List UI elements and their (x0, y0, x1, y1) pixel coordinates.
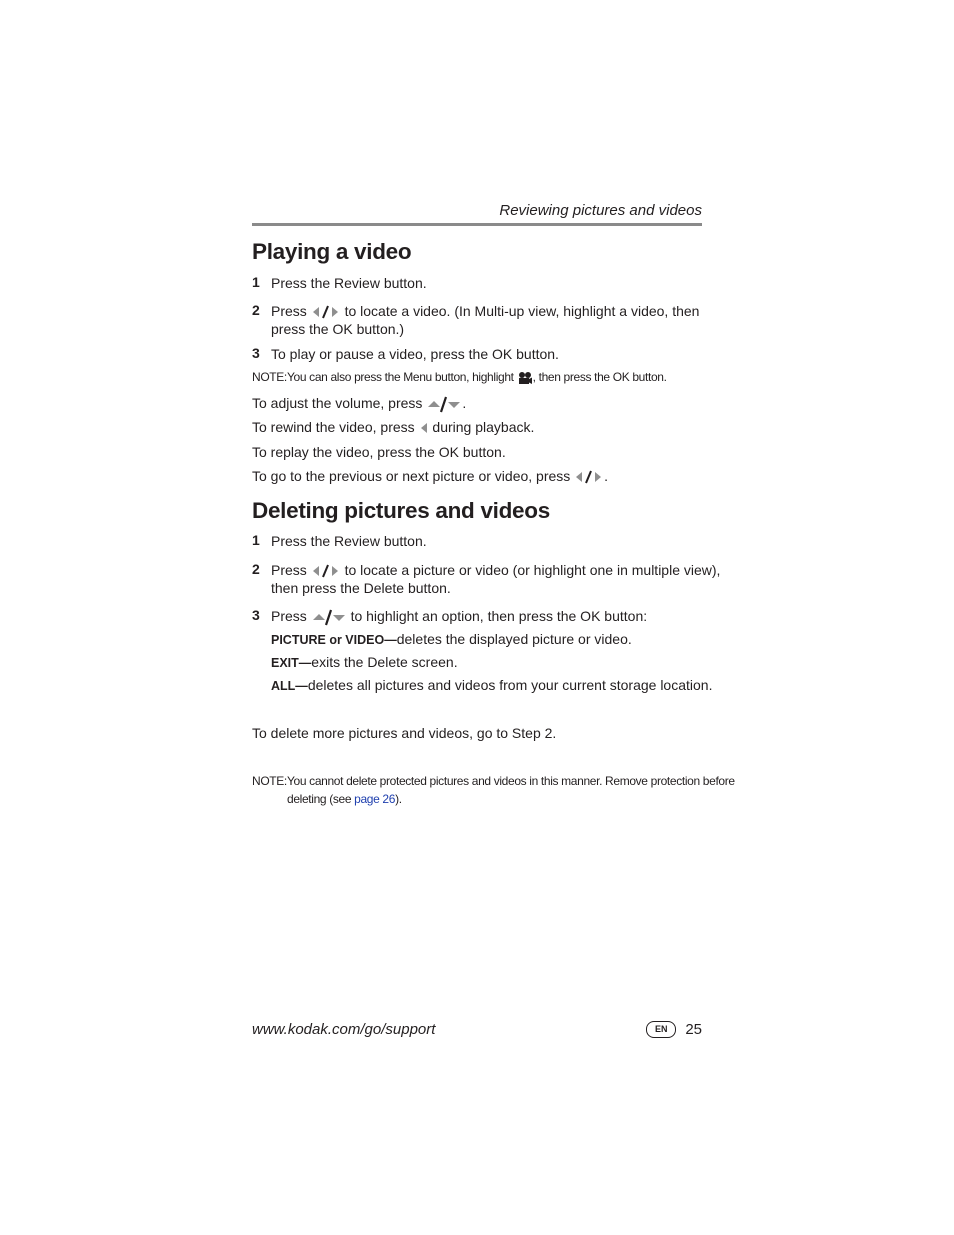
note-text-continued: deleting (see page 26). (287, 792, 402, 806)
option-term: EXIT— (271, 656, 312, 670)
step-number: 2 (252, 561, 260, 577)
note-label: NOTE: (252, 774, 287, 788)
section-title-deleting: Deleting pictures and videos (252, 498, 550, 523)
up-down-arrows-icon (311, 608, 347, 626)
step-text: Press to locate a picture or video (or highlight one in multiple view), (271, 562, 721, 578)
left-right-arrows-icon (311, 305, 341, 319)
delete-option-picture-video (271, 630, 632, 649)
volume-instruction: To adjust the volume, press . (252, 394, 466, 413)
section-title-playing-video: Playing a video (252, 239, 412, 264)
note-text: You can also press the Menu button, highlight , then press the OK button. (287, 370, 667, 384)
support-url[interactable]: www.kodak.com/go/support (252, 1021, 436, 1038)
option-term: PICTURE or VIDEO— (271, 633, 397, 647)
replay-instruction: To replay the video, press the OK button. (252, 444, 506, 460)
step-text: To play or pause a video, press the OK button. (271, 346, 559, 362)
step-text: Press to highlight an option, then press the OK button: (271, 607, 647, 626)
next-picture-instruction: To go to the previous or next picture or video, press . (252, 468, 609, 484)
step-text: Press the Review button. (271, 275, 427, 291)
step-text-continued: then press the Delete button. (271, 580, 451, 596)
video-camera-icon (517, 371, 533, 385)
delete-option-exit (271, 653, 458, 672)
up-down-arrows-icon (426, 395, 462, 413)
option-description: deletes the displayed picture or video. (396, 631, 632, 647)
option-description: exits the Delete screen. (311, 654, 458, 670)
step-number: 1 (252, 274, 260, 290)
note-text: You cannot delete protected pictures and videos in this manner. Remove protection before (287, 774, 735, 788)
page-26-link[interactable]: page 26 (354, 792, 396, 806)
running-title: Reviewing pictures and videos (499, 202, 702, 219)
left-arrow-icon (419, 421, 429, 435)
step-text-continued: press the OK button.) (271, 321, 405, 337)
left-right-arrows-icon (311, 564, 341, 578)
option-term: ALL— (271, 679, 308, 693)
note-label: NOTE: (252, 370, 287, 384)
step-number: 3 (252, 607, 260, 623)
step-text: Press the Review button. (271, 533, 427, 549)
delete-option-all (271, 676, 712, 695)
step-text: Press to locate a video. (In Multi-up view, highlight a video, then (271, 303, 700, 319)
step-number: 2 (252, 302, 260, 318)
note (252, 772, 735, 812)
step-number: 1 (252, 532, 260, 548)
delete-more-instruction: To delete more pictures and videos, go to Step 2. (252, 725, 557, 741)
step-number: 3 (252, 345, 260, 361)
header-rule (252, 223, 702, 226)
rewind-instruction: To rewind the video, press during playback. (252, 419, 535, 435)
left-right-arrows-icon (574, 470, 604, 484)
option-description: deletes all pictures and videos from your current storage location. (307, 677, 713, 693)
page-number: 25 (685, 1021, 702, 1038)
language-badge: EN (646, 1021, 676, 1038)
page-footer-right (646, 1021, 702, 1038)
